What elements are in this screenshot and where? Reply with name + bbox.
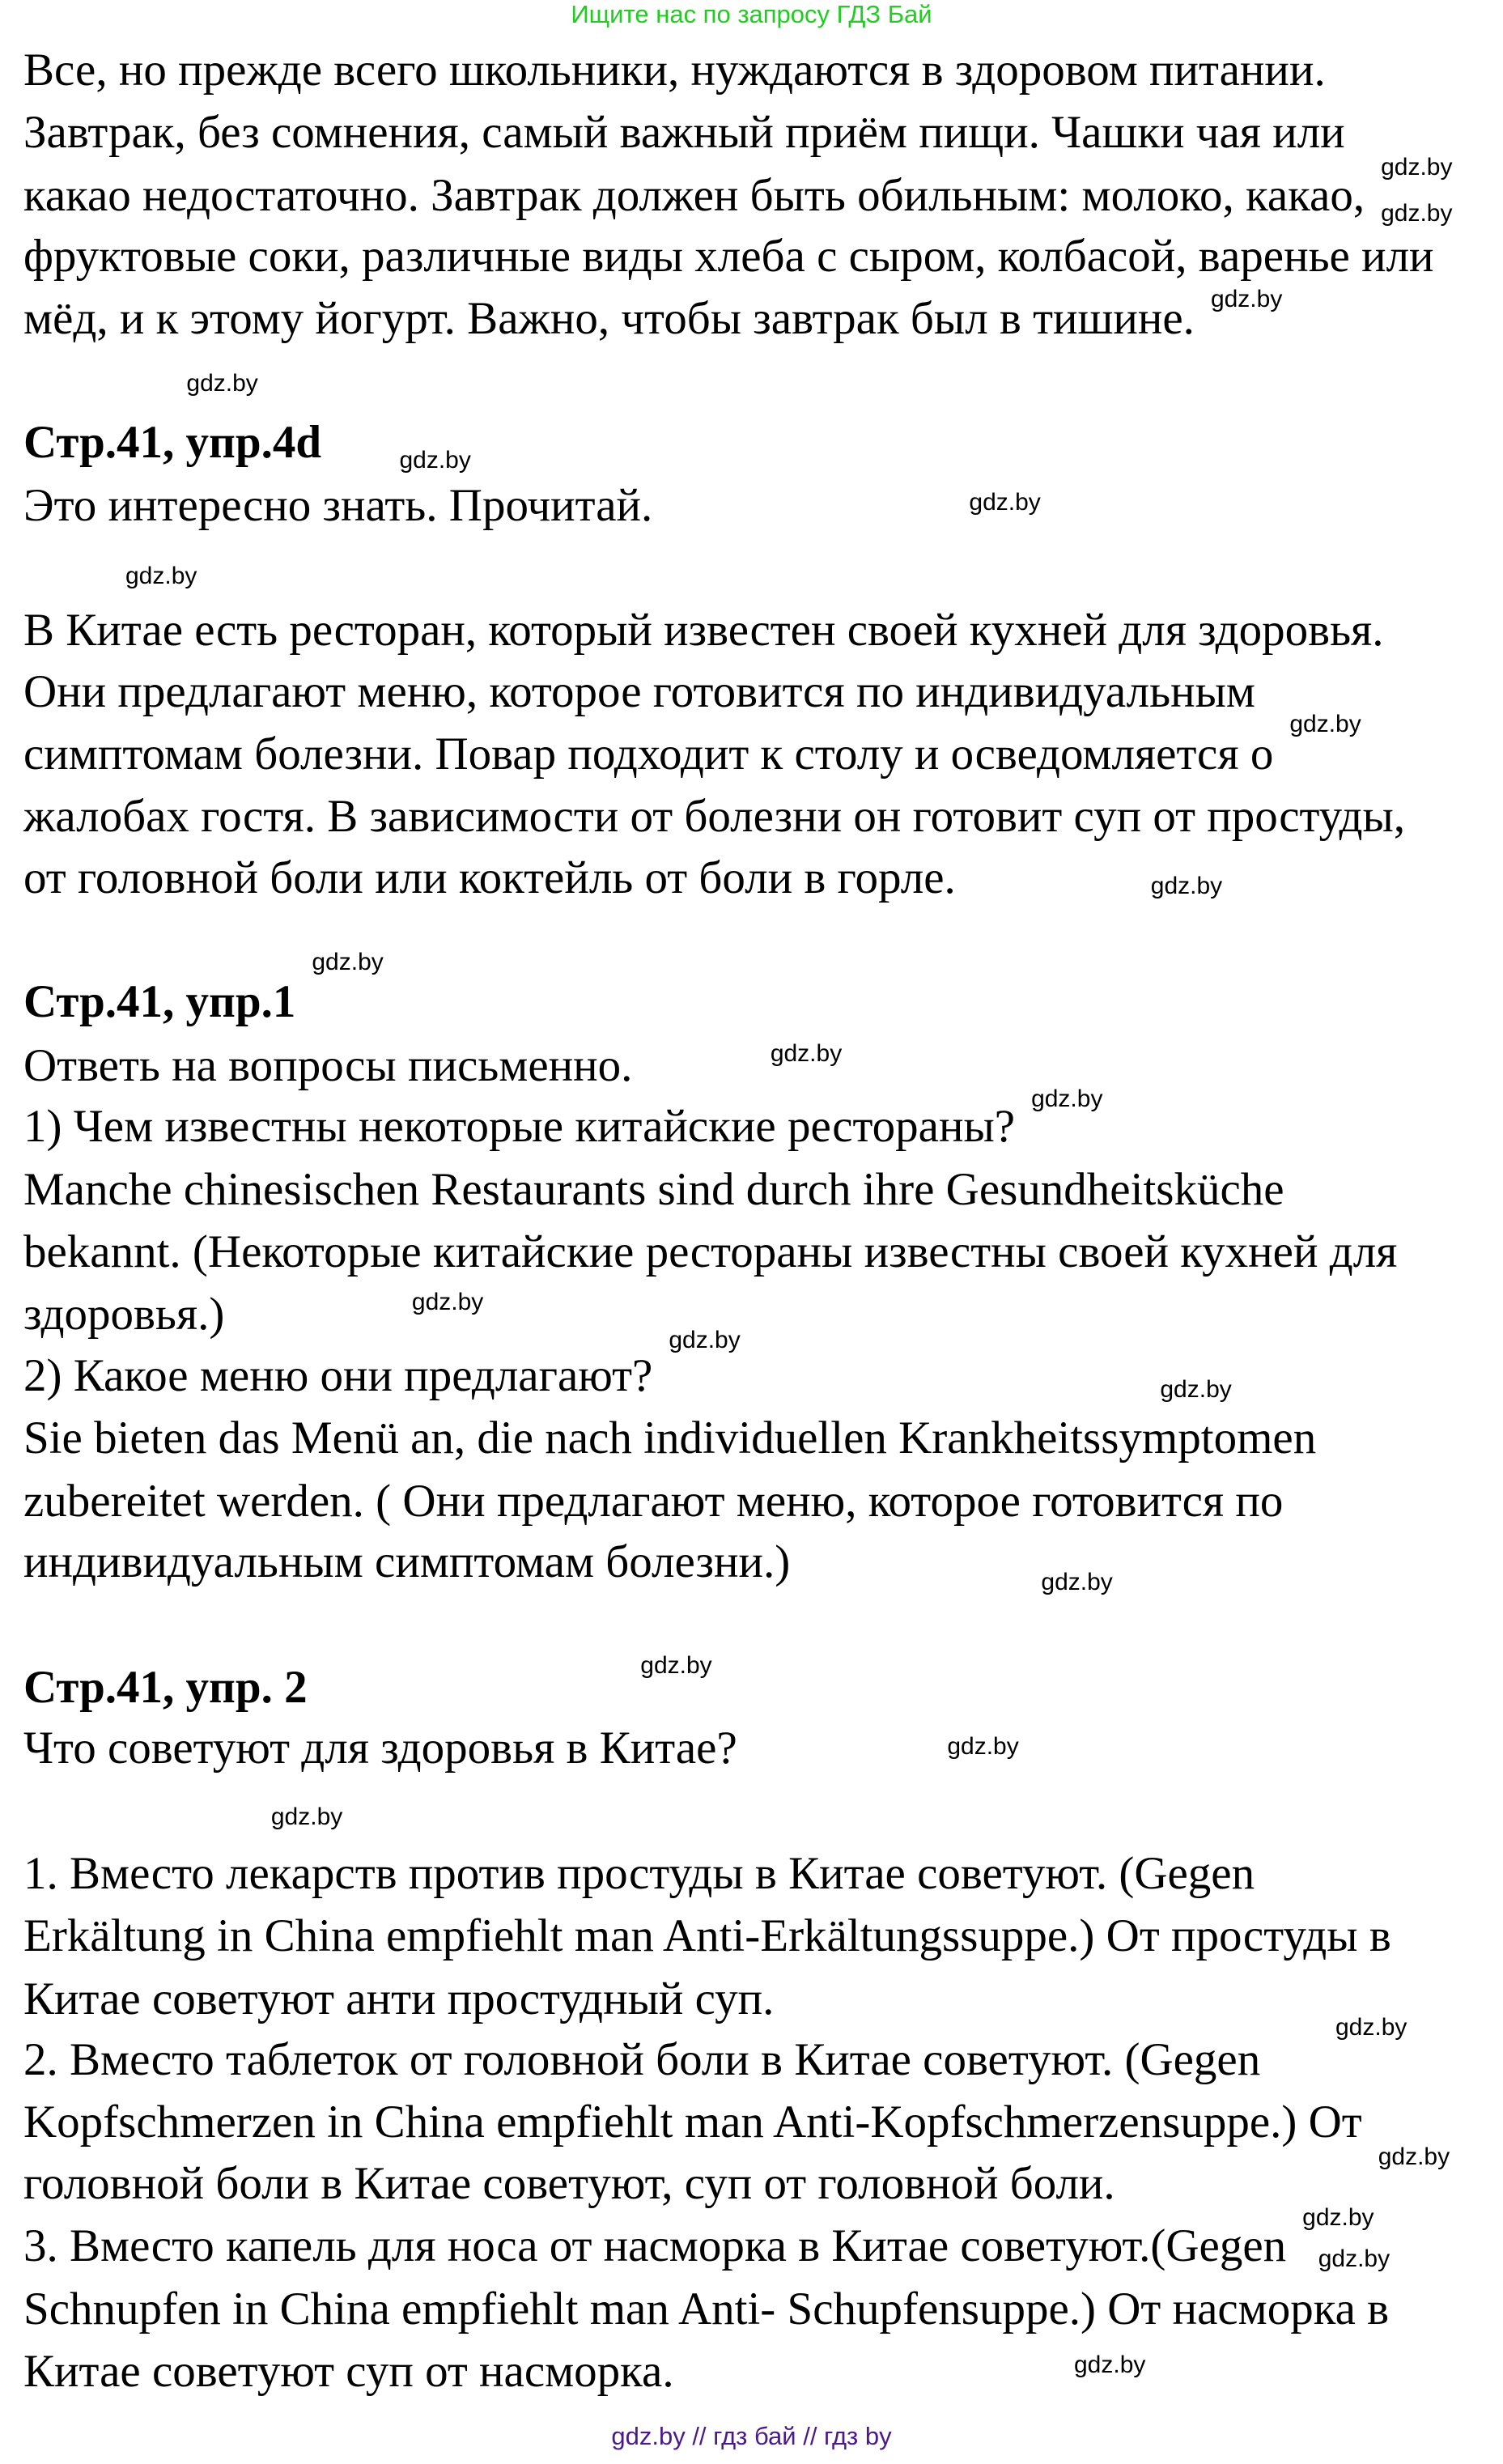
watermark: gdz.by [1074, 2351, 1146, 2379]
watermark: gdz.by [312, 949, 384, 976]
text-line: Все, но прежде всего школьники, нуждаются в здоровом питании. [23, 44, 1326, 96]
text-line: индивидуальным симптомам болезни.) [23, 1536, 791, 1588]
watermark: gdz.by [669, 1326, 741, 1353]
text-line: Erkältung in China empfiehlt man Anti-Erkältungssuppe.) От простуды в [23, 1910, 1391, 1962]
text-line: zubereitet werden. ( Они предлагают меню, которое готовится по [23, 1475, 1284, 1527]
watermark: gdz.by [399, 446, 471, 474]
watermark: gdz.by [1381, 153, 1453, 181]
text-line: В Китае есть ресторан, который известен своей кухней для здоровья. [23, 605, 1384, 656]
section-heading: Стр.41, упр.4d [23, 417, 322, 469]
text-line: 2. Вместо таблеток от головной боли в Китае советуют. (Gegen [23, 2034, 1261, 2086]
text-line: Китае советуют анти простудный суп. [23, 1973, 775, 2024]
watermark: gdz.by [1160, 1376, 1232, 1404]
watermark: gdz.by [1302, 2204, 1374, 2232]
text-line: симптомам болезни. Повар подходит к столу и осведомляется о [23, 729, 1274, 780]
text-line: 1. Вместо лекарств против простуды в Китае советуют. (Gegen [23, 1847, 1255, 1899]
text-line: Они предлагают меню, которое готовится по индивидуальным [23, 665, 1255, 717]
watermark: gdz.by [1318, 2245, 1390, 2272]
search-banner: Ищите нас по запросу ГДЗ Бай [571, 0, 932, 28]
watermark: gdz.by [1150, 872, 1223, 899]
text-line: Schnupfen in China empfiehlt man Anti- Schupfensuppe.) От насморка в [23, 2283, 1390, 2334]
text-line: головной боли в Китае советуют, суп от головной боли. [23, 2157, 1115, 2209]
text-line: Sie bieten das Menü an, die nach individuellen Krankheitssymptomen [23, 1413, 1317, 1464]
watermark: gdz.by [770, 1039, 843, 1067]
text-line: Ответь на вопросы письменно. [23, 1039, 633, 1091]
footer-links[interactable]: gdz.by // гдз бай // гдз by [611, 2422, 892, 2450]
text-line: bekannt. (Некоторые китайские рестораны известны своей кухней для [23, 1226, 1398, 1278]
text-line: 1) Чем известны некоторые китайские рестораны? [23, 1101, 1016, 1153]
watermark: gdz.by [1031, 1085, 1103, 1112]
text-line: 3. Вместо капель для носа от насморка в Китае советуют.(Gegen [23, 2220, 1287, 2272]
watermark: gdz.by [1378, 2143, 1450, 2171]
watermark: gdz.by [270, 1803, 343, 1831]
text-line: какао недостаточно. Завтрак должен быть обильным: молоко, какао, [23, 169, 1365, 221]
section-heading: Стр.41, упр.1 [23, 975, 296, 1027]
watermark: gdz.by [1041, 1569, 1113, 1596]
watermark: gdz.by [125, 562, 197, 589]
text-line: Kopfschmerzen in China empfiehlt man Anti-Kopfschmerzensuppe.) От [23, 2097, 1362, 2148]
watermark: gdz.by [947, 1733, 1019, 1761]
watermark: gdz.by [411, 1289, 484, 1316]
text-line: здоровья.) [23, 1289, 225, 1340]
text-line: Китае советуют суп от насморка. [23, 2345, 674, 2397]
text-line: 2) Какое меню они предлагают? [23, 1349, 653, 1401]
text-line: Завтрак, без сомнения, самый важный приём пищи. Чашки чая или [23, 107, 1345, 159]
watermark: gdz.by [1381, 200, 1453, 227]
section-heading: Стр.41, упр. 2 [23, 1661, 308, 1713]
text-line: Что советуют для здоровья в Китае? [23, 1723, 737, 1774]
text-line: жалобах гостя. В зависимости от болезни он готовит суп от простуды, [23, 791, 1406, 843]
watermark: gdz.by [1335, 2013, 1407, 2041]
watermark: gdz.by [1289, 711, 1361, 738]
text-line: Manche chinesischen Restaurants sind durch ihre Gesundheitsküche [23, 1163, 1284, 1215]
watermark: gdz.by [1210, 285, 1283, 312]
watermark: gdz.by [640, 1651, 712, 1679]
text-line: мёд, и к этому йогурт. Важно, чтобы завтрак был в тишине. [23, 293, 1195, 345]
watermark: gdz.by [186, 369, 258, 397]
watermark: gdz.by [969, 488, 1041, 516]
text-line: фруктовые соки, различные виды хлеба с сыром, колбасой, варенье или [23, 231, 1434, 283]
text-line: Это интересно знать. Прочитай. [23, 479, 653, 531]
text-line: от головной боли или коктейль от боли в горле. [23, 852, 956, 903]
